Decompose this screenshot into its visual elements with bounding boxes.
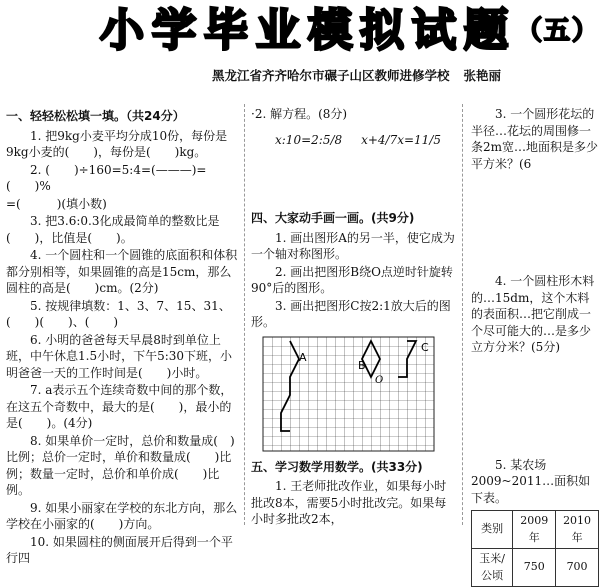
equation-1: x:10=2:5/8 [275,132,343,147]
draw-task-2: 2. 画出把图形B绕O点逆时针旋转90°后的图形。 [251,264,453,295]
table-cell: 750 [513,549,556,587]
problem-4: 4. 一个圆柱形木料的…15dm，这个木料的表面积…把它削成一个尽可能大的…是多少立方分米？(5分) [471,274,595,354]
question-2-cont: =( )(填小数) [6,196,107,211]
drawing-grid [263,337,437,453]
solve-equations-title: ·2. 解方程。(8分) [251,107,348,121]
draw-task-3: 3. 画出把图形C按2:1放大后的图形。 [251,298,451,329]
question-4: 4. 一个圆柱和一个圆锥的底面积和体积都分别相等，如果圆锥的高是15cm，那么圆柱的高是( )cm。(2分) [6,248,238,295]
grid-figure [263,337,437,453]
question-3: 3. 把3.6:0.3化成最简单的整数比是( )，比值是( )。 [6,214,220,245]
section-4-title: 四、大家动手画一画。(共9分) [251,211,415,225]
table-cell: 700 [556,549,599,587]
page-title [100,2,599,60]
question-6: 6. 小明的爸爸每天早晨8时到单位上班，中午休息1.5小时，下午5:30下班，小明爸爸一天的工作时间是( )小时。 [6,332,233,380]
column-3 [471,106,599,582]
section-5-title: 五、学习数学用数学。(共33分) [251,459,423,474]
column-2 [251,106,455,525]
table-cell: 类别 [472,511,513,549]
draw-task-1: 1. 画出图形A的另一半，使它成为一个轴对称图形。 [251,230,455,261]
equation-2: x+4/7x=11/5 [361,132,441,147]
question-2: 2. ( )÷160=5:4=(———)=( )% [6,162,207,193]
column-divider-2 [462,104,463,525]
column-1 [6,106,240,565]
title-main: 小学毕业模拟试题 [100,5,516,56]
label-o: O [375,374,384,386]
author-line [212,66,501,84]
equations-row [251,124,455,159]
question-9: 9. 如果小丽家在学校的东北方向，那么学校在小丽家的( )方向。 [6,500,238,531]
question-8: 8. 如果单价一定时，总价和数量成( )比例；总价一定时，单价和数量成( )比例；数量一定时，总价和单价成( )比例。 [6,433,235,497]
question-5: 5. 按规律填数：1、3、7、15、31、( )( )、( ) [6,298,231,329]
label-a: A [299,350,307,364]
label-c: C [421,340,429,354]
author-school: 黑龙江省齐齐哈尔市碾子山区教师进修学校 [212,68,450,83]
question-7: 7. a表示五个连续奇数中间的那个数，在这五个奇数中，最大的是( )，最小的是( )。(4分) [6,383,233,430]
column-divider-1 [244,104,245,525]
table-row [472,511,599,549]
table-cell: 2010年 [556,511,599,549]
table-cell: 玉米/公顷 [472,549,513,587]
label-b: B [358,358,366,372]
problem-1: 1. 王老师批改作业，如果每小时批改8本，需要5小时批改完。如果每小时多批改2本， [251,479,447,526]
title-suffix: （五） [516,16,600,46]
author-name: 张艳丽 [463,68,502,83]
table-row [472,549,599,587]
question-1: 1. 把9kg小麦平均分成10份，每份是9kg小麦的( )，每份是( )kg。 [6,128,228,159]
question-10: 10. 如果圆柱的侧面展开后得到一个平行四 [6,534,233,565]
problem-3: 3. 一个圆形花坛的半径…花坛的周围修一条2m宽…地面积是多少平方米？(6 [471,107,599,171]
table-cell: 2009年 [513,511,556,549]
section-1-title: 一、轻轻松松填一填。（共24分） [6,109,185,123]
problem-5: 5. 某农场2009~2011…面积如下表。 [471,457,591,505]
data-table [471,510,599,587]
